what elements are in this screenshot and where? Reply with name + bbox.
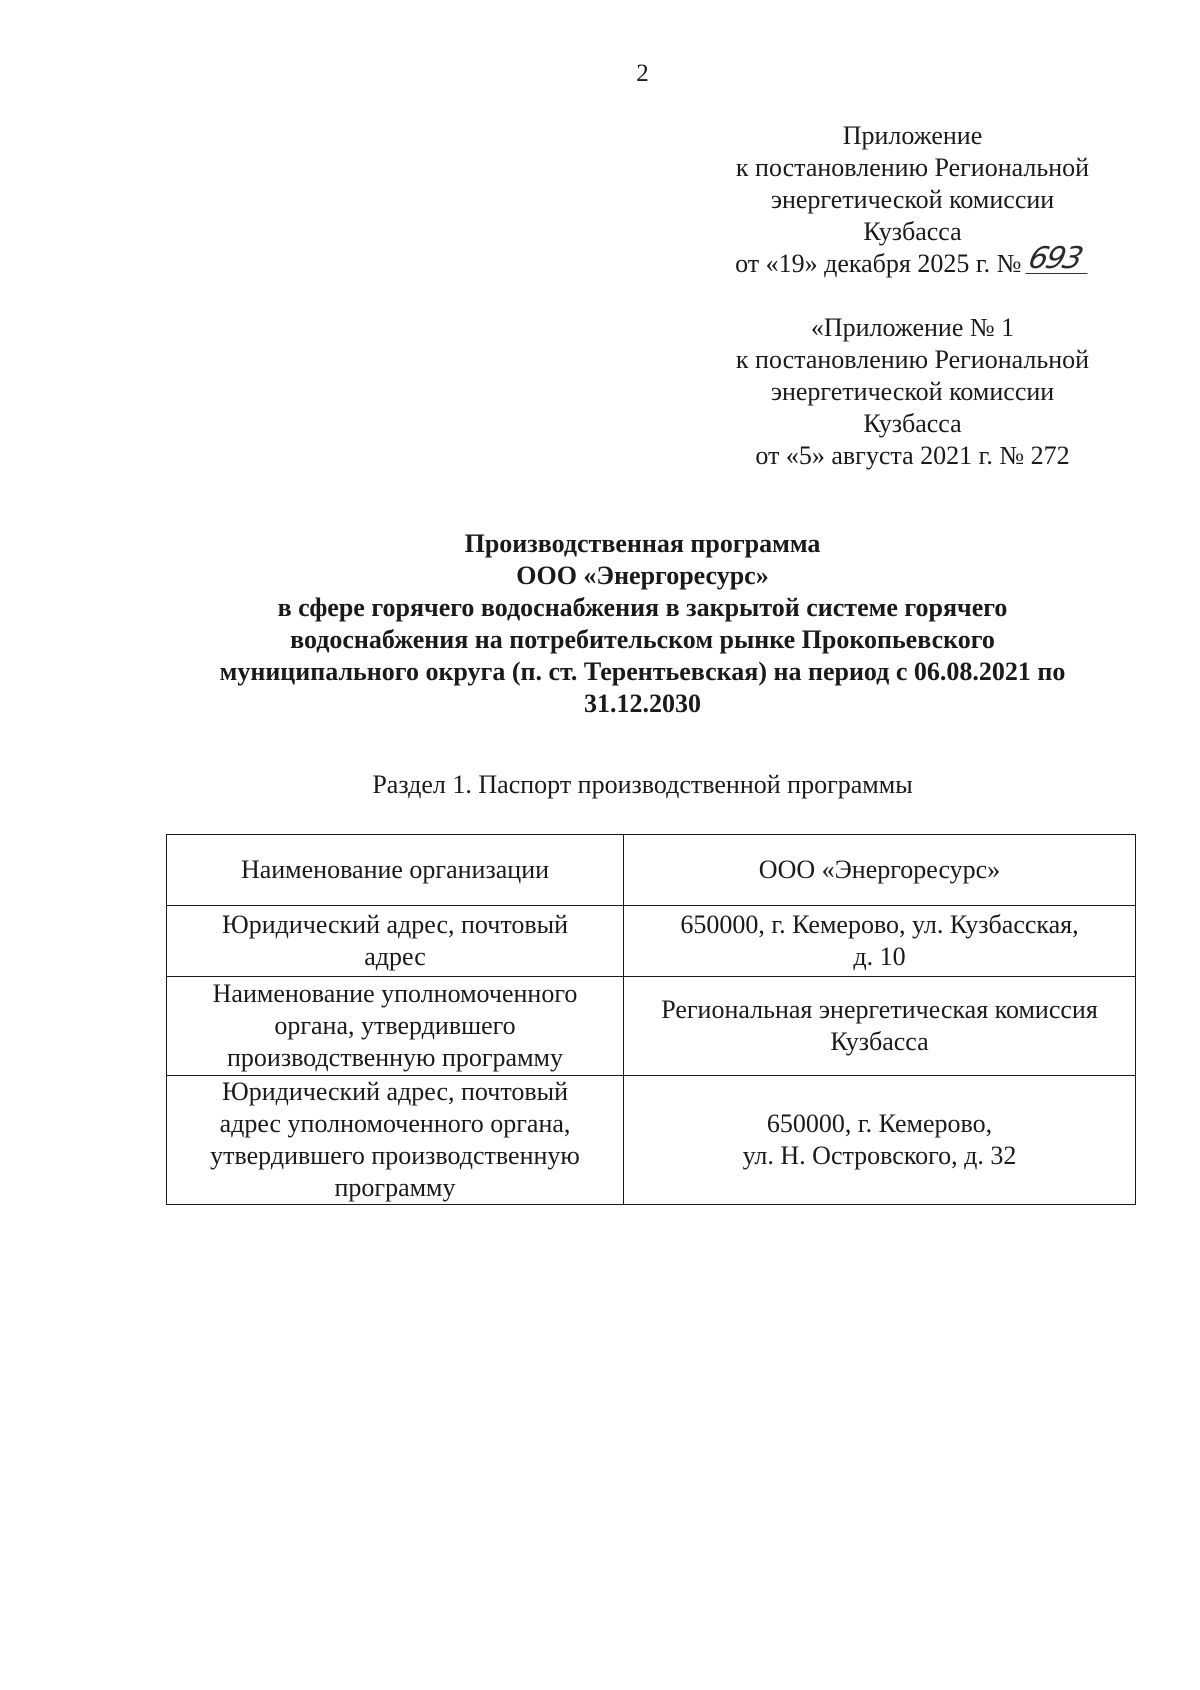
title-line: водоснабжения на потребительском рынке Прокопьевского bbox=[290, 625, 995, 654]
annex-line: энергетической комиссии bbox=[770, 377, 1055, 406]
document-title bbox=[120, 528, 1165, 720]
cell-line: Юридический адрес, почтовый bbox=[221, 910, 569, 939]
cell-line: 650000, г. Кемерово, ул. Кузбасская, bbox=[680, 910, 1079, 939]
table-label-cell bbox=[167, 1076, 624, 1205]
annex-line: к постановлению Региональной bbox=[735, 153, 1090, 182]
title-line: в сфере горячего водоснабжения в закрытой системе горячего bbox=[277, 593, 1008, 622]
passport-table bbox=[166, 834, 1136, 1205]
annex-line: Приложение bbox=[842, 121, 983, 150]
table-row bbox=[167, 835, 1136, 906]
handwritten-resolution-number: 693 bbox=[1025, 245, 1094, 274]
annex-header-current bbox=[700, 120, 1125, 280]
resolution-date: от «19» декабря 2025 г. № bbox=[735, 249, 1022, 278]
table-label-cell bbox=[167, 906, 624, 977]
annex-line: к постановлению Региональной bbox=[735, 345, 1090, 374]
cell-line: Региональная энергетическая комиссия bbox=[661, 995, 1098, 1024]
page-number: 2 bbox=[636, 60, 649, 87]
annex-line: Кузбасса bbox=[863, 409, 962, 438]
title-line: ООО «Энергоресурс» bbox=[516, 561, 769, 590]
cell-line: 650000, г. Кемерово, bbox=[766, 1109, 993, 1138]
cell-line: ООО «Энергоресурс» bbox=[758, 855, 1001, 884]
cell-line: адрес уполномоченного органа, bbox=[219, 1109, 571, 1138]
table-value-cell bbox=[624, 906, 1136, 977]
table-row bbox=[167, 977, 1136, 1076]
cell-line: Юридический адрес, почтовый bbox=[221, 1077, 569, 1106]
cell-line: ул. Н. Островского, д. 32 bbox=[742, 1141, 1017, 1170]
cell-line: адрес bbox=[364, 942, 426, 971]
annex-header-original bbox=[700, 312, 1125, 472]
annex-line: «Приложение № 1 bbox=[810, 313, 1015, 342]
cell-line: Кузбасса bbox=[830, 1027, 929, 1056]
cell-line: производственную программу bbox=[226, 1043, 564, 1072]
table-value-cell bbox=[624, 835, 1136, 906]
cell-line: Наименование организации bbox=[240, 855, 550, 884]
table-label-cell bbox=[167, 977, 624, 1076]
table-value-cell bbox=[624, 977, 1136, 1076]
annex-line: энергетической комиссии bbox=[770, 185, 1055, 214]
annex-line: Кузбасса bbox=[863, 217, 962, 246]
resolution-reference bbox=[700, 241, 1125, 280]
title-line: Производственная программа bbox=[464, 529, 821, 558]
table-row bbox=[167, 1076, 1136, 1205]
cell-line: программу bbox=[334, 1173, 456, 1202]
cell-line: органа, утвердившего bbox=[274, 1011, 516, 1040]
title-line: муниципального округа (п. ст. Терентьевская) на период с 06.08.2021 по bbox=[219, 657, 1066, 686]
title-line: 31.12.2030 bbox=[584, 689, 701, 718]
cell-line: утвердившего производственную bbox=[210, 1141, 580, 1170]
section-heading: Раздел 1. Паспорт производственной программы bbox=[372, 770, 913, 799]
table-label-cell bbox=[167, 835, 624, 906]
table-row bbox=[167, 906, 1136, 977]
cell-line: д. 10 bbox=[853, 942, 906, 971]
cell-line: Наименование уполномоченного bbox=[212, 979, 578, 1008]
table-value-cell bbox=[624, 1076, 1136, 1205]
annex-line: от «5» августа 2021 г. № 272 bbox=[755, 441, 1070, 470]
